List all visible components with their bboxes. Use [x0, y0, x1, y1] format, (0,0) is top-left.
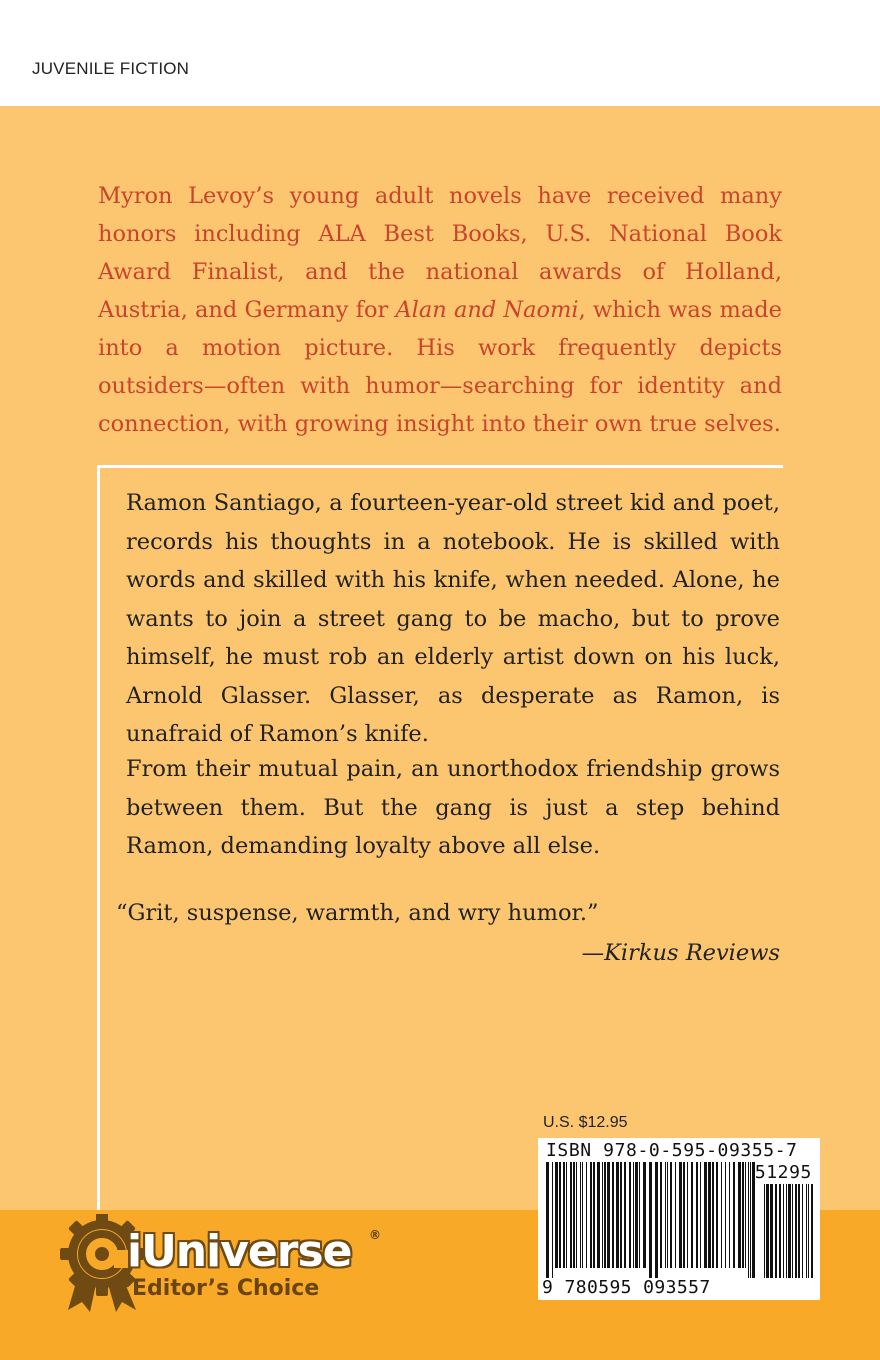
barcode-bar	[683, 1162, 685, 1268]
review-source	[582, 940, 780, 966]
barcode-bar	[552, 1162, 553, 1278]
ean-lead-digit: 9	[542, 1277, 554, 1298]
barcode-bar	[725, 1162, 726, 1268]
barcode-bar	[764, 1184, 765, 1278]
barcode-bar	[629, 1162, 631, 1268]
barcode-bar	[624, 1162, 626, 1268]
barcode-bar	[750, 1162, 751, 1278]
barcode-bar	[604, 1162, 606, 1268]
barcode-bar	[643, 1162, 646, 1268]
barcode-bar	[806, 1184, 807, 1278]
barcode-bar	[808, 1184, 809, 1278]
barcode-box	[538, 1138, 820, 1300]
barcode-bar	[566, 1162, 567, 1268]
barcode-bar	[590, 1162, 592, 1268]
barcode-bar	[748, 1162, 749, 1278]
ean-digits	[542, 1277, 711, 1298]
barcode-bar	[607, 1162, 610, 1268]
barcode-bar	[696, 1162, 698, 1268]
barcode-bar	[655, 1162, 658, 1278]
barcode-bar	[667, 1162, 668, 1268]
genre-label: JUVENILE FICTION	[32, 59, 190, 78]
barcode-bar	[712, 1162, 714, 1268]
review-dash: —	[581, 940, 605, 966]
price-label: U.S. $12.95	[543, 1114, 628, 1131]
price-code-label: 51295	[754, 1162, 812, 1183]
frame-rule-top	[97, 465, 783, 468]
barcode-bar	[738, 1162, 741, 1268]
barcode-bar	[811, 1184, 813, 1278]
barcode-bar	[729, 1162, 730, 1268]
barcode-bar	[733, 1162, 735, 1268]
ean-left-digits: 780595	[564, 1277, 632, 1298]
barcode-bar	[745, 1162, 746, 1268]
publisher-name: iUniverse	[127, 1226, 352, 1277]
barcode-bar	[786, 1184, 787, 1278]
publisher-tagline: Editor’s Choice	[132, 1276, 320, 1301]
barcode-bar	[679, 1162, 682, 1268]
barcode-bar	[597, 1162, 600, 1268]
top-white-band	[0, 0, 880, 106]
barcode-bar	[716, 1162, 718, 1268]
ean-right-digits: 093557	[643, 1277, 711, 1298]
barcode-bar	[798, 1184, 800, 1278]
barcode-bar	[675, 1162, 676, 1268]
barcode-bar	[616, 1162, 619, 1268]
author-blurb-part2: , which was made into a motion picture. His work frequently depicts outsiders—often with humor—searching for identity and connection, with growing insight into their own true selves.	[98, 297, 782, 437]
barcode-bar	[802, 1184, 803, 1278]
barcode-bar	[770, 1184, 773, 1278]
barcode-bar	[775, 1184, 777, 1278]
barcode-bar	[612, 1162, 614, 1268]
addon-barcode-bars	[762, 1184, 814, 1278]
barcode-bar	[570, 1162, 572, 1268]
registered-mark: ®	[369, 1228, 381, 1242]
barcode-bar	[766, 1184, 769, 1278]
barcode-bar	[576, 1162, 577, 1268]
barcode-bar	[582, 1162, 583, 1268]
author-blurb-book-title: Alan and Naomi	[395, 297, 579, 323]
barcode-bar	[704, 1162, 707, 1268]
barcode-bar	[580, 1162, 581, 1268]
barcode-bar	[602, 1162, 603, 1268]
barcode-bar	[639, 1162, 640, 1268]
barcode-bar	[586, 1162, 587, 1268]
barcode-bar	[691, 1162, 693, 1268]
barcode-bar	[792, 1184, 793, 1278]
barcode-bar	[593, 1162, 595, 1268]
barcode-bar	[687, 1162, 688, 1268]
barcode-bar	[635, 1162, 638, 1268]
isbn-label: ISBN 978-0-595-09355-7	[546, 1140, 798, 1161]
barcode-bar	[721, 1162, 722, 1268]
barcode-bar	[665, 1162, 666, 1268]
barcode-bar	[633, 1162, 634, 1268]
description-paragraph-1: Ramon Santiago, a fourteen-year-old street kid and poet, records his thoughts in a notebook. He is skilled with words and skilled with his knife, when needed. Alone, he wants to join a street gang to be macho, but to prove himself, he must rob an elderly artist down on his luck, Arnold Glasser. Glasser, as desperate as Ramon, is unafraid of Ramon’s knife.	[126, 490, 780, 747]
barcode-bar	[708, 1162, 711, 1268]
barcode-bar	[670, 1162, 672, 1268]
barcode-bar	[649, 1162, 652, 1278]
review-source-name: Kirkus Reviews	[604, 940, 780, 966]
barcode-bar	[788, 1184, 791, 1278]
barcode-bar	[563, 1162, 565, 1268]
frame-rule-left	[97, 465, 100, 1210]
author-blurb	[98, 177, 782, 443]
description-paragraph-2: From their mutual pain, an unorthodox friendship grows between them. But the gang is just a step behind Ramon, demanding loyalty above all else.	[126, 756, 780, 859]
barcode-bar	[546, 1162, 549, 1278]
barcode-bar	[620, 1162, 622, 1268]
author-blurb-part1: Myron Levoy’s young adult novels have received many honors including ALA Best Books, U.S. National Book Award Finalist, and the national awards of Holland, Austria, and Germany for	[98, 183, 782, 323]
barcode-bar	[559, 1162, 561, 1268]
ean-barcode-bars	[544, 1162, 758, 1296]
barcode-bar	[783, 1184, 784, 1278]
barcode-bar	[700, 1162, 701, 1268]
barcode-bar	[795, 1184, 797, 1278]
barcode-bar	[555, 1162, 558, 1268]
barcode-bar	[742, 1162, 744, 1268]
barcode-bar	[752, 1162, 755, 1278]
barcode-bar	[779, 1184, 781, 1278]
review-quote: “Grit, suspense, warmth, and wry humor.”	[116, 900, 599, 926]
barcode-bar	[660, 1162, 662, 1268]
barcode-bar	[573, 1162, 575, 1268]
